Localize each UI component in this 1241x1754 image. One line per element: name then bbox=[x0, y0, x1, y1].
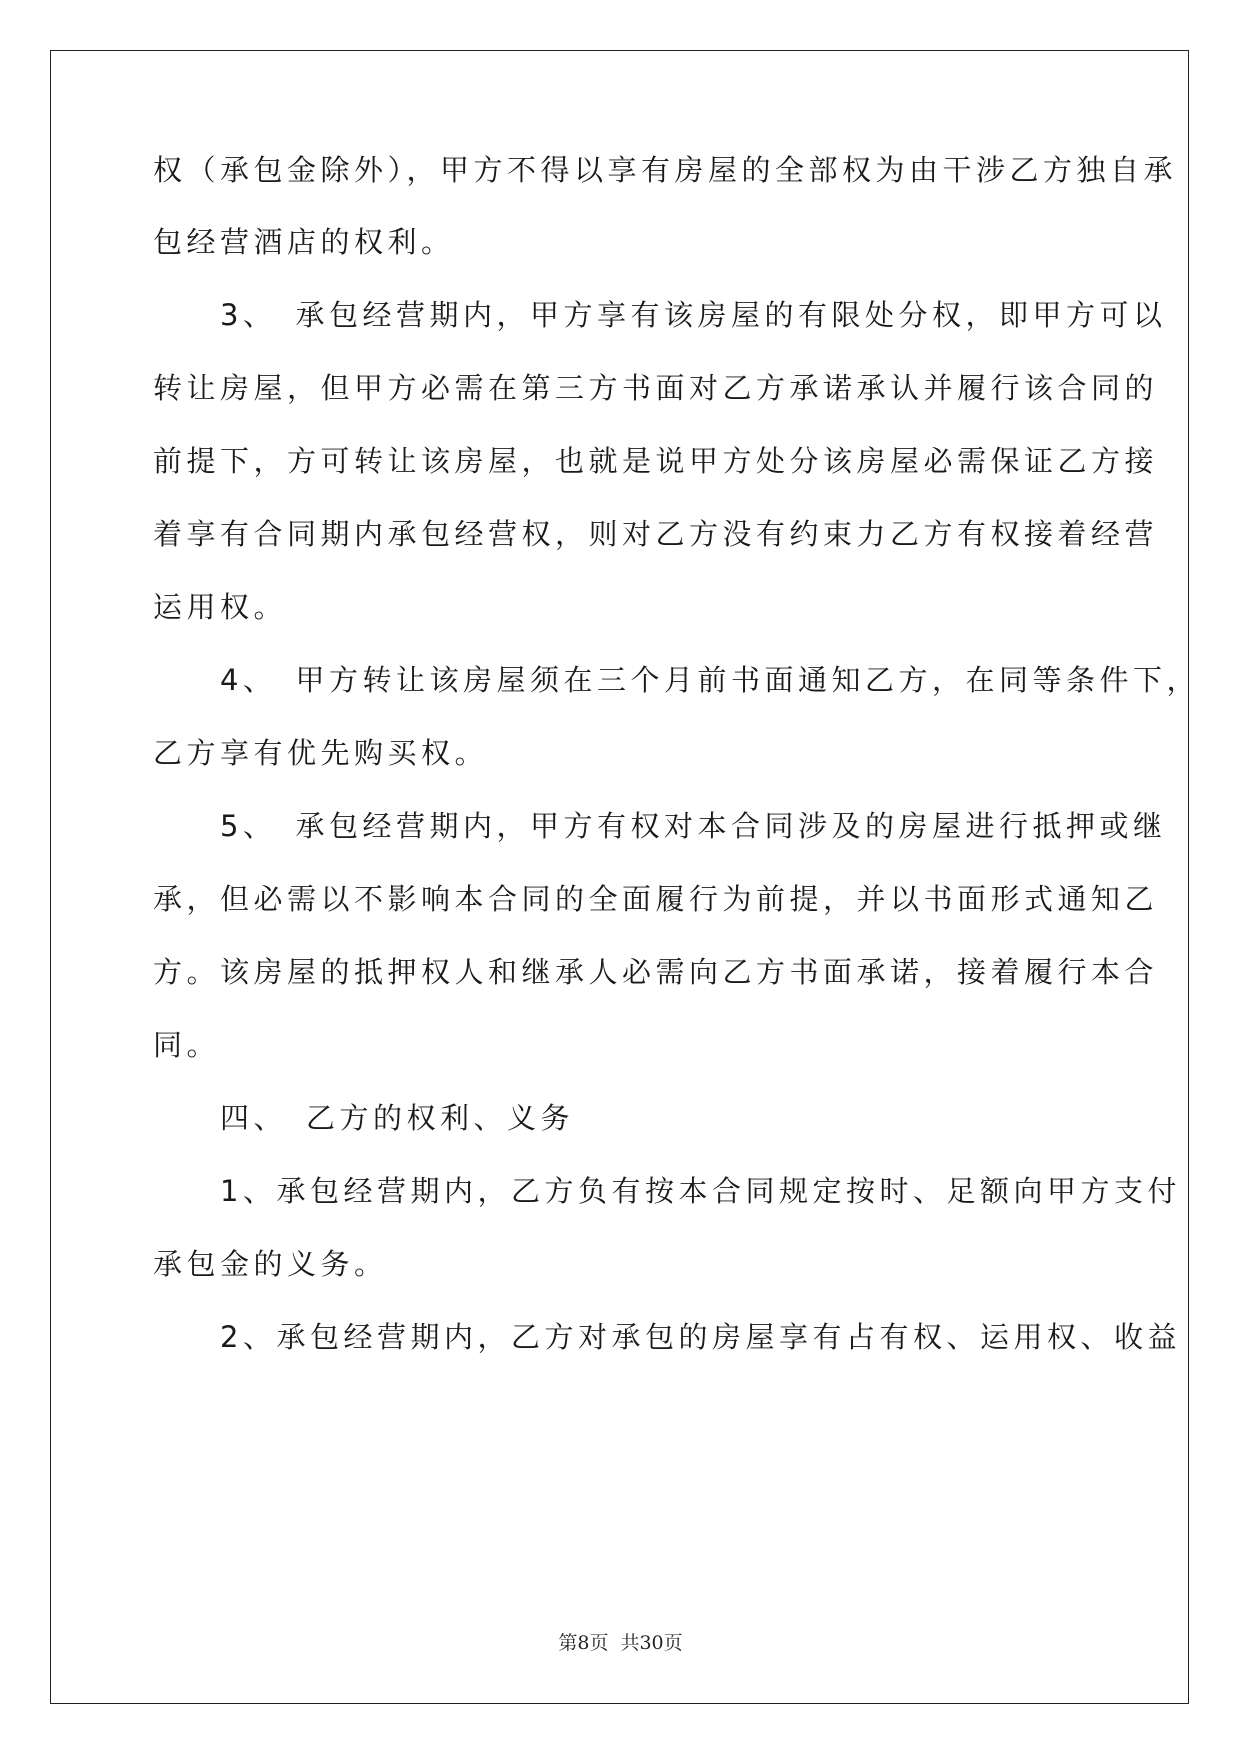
text-line: 着享有合同期内承包经营权，则对乙方没有约束力乙方有权接着经营 bbox=[153, 517, 1159, 551]
page-footer bbox=[0, 1628, 1241, 1655]
page-number: 第8页 bbox=[558, 1632, 609, 1654]
text-line: 承，但必需以不影响本合同的全面履行为前提，并以书面形式通知乙 bbox=[153, 882, 1159, 916]
text-line: 5、 承包经营期内，甲方有权对本合同涉及的房屋进行抵押或继 bbox=[153, 809, 1167, 843]
text-line: 前提下，方可转让该房屋，也就是说甲方处分该房屋必需保证乙方接 bbox=[153, 444, 1159, 478]
text-line: 2、承包经营期内，乙方对承包的房屋享有占有权、运用权、收益 bbox=[153, 1320, 1181, 1354]
text-line: 承包金的义务。 bbox=[153, 1247, 388, 1281]
text-line: 乙方享有优先购买权。 bbox=[153, 736, 489, 770]
text-line: 1、承包经营期内，乙方负有按本合同规定按时、足额向甲方支付 bbox=[153, 1174, 1181, 1208]
page-total: 共30页 bbox=[620, 1632, 683, 1654]
text-line: 运用权。 bbox=[153, 590, 288, 624]
section-heading: 四、 乙方的权利、义务 bbox=[153, 1101, 575, 1135]
text-line: 权（承包金除外），甲方不得以享有房屋的全部权为由干涉乙方独自承 bbox=[153, 153, 1178, 187]
text-line: 3、 承包经营期内，甲方享有该房屋的有限处分权，即甲方可以 bbox=[153, 298, 1167, 332]
text-line: 同。 bbox=[153, 1028, 221, 1062]
text-line: 4、 甲方转让该房屋须在三个月前书面通知乙方，在同等条件下， bbox=[153, 663, 1200, 697]
text-line: 转让房屋，但甲方必需在第三方书面对乙方承诺承认并履行该合同的 bbox=[153, 371, 1159, 405]
text-line: 方。该房屋的抵押权人和继承人必需向乙方书面承诺，接着履行本合 bbox=[153, 955, 1159, 989]
text-line: 包经营酒店的权利。 bbox=[153, 225, 455, 259]
